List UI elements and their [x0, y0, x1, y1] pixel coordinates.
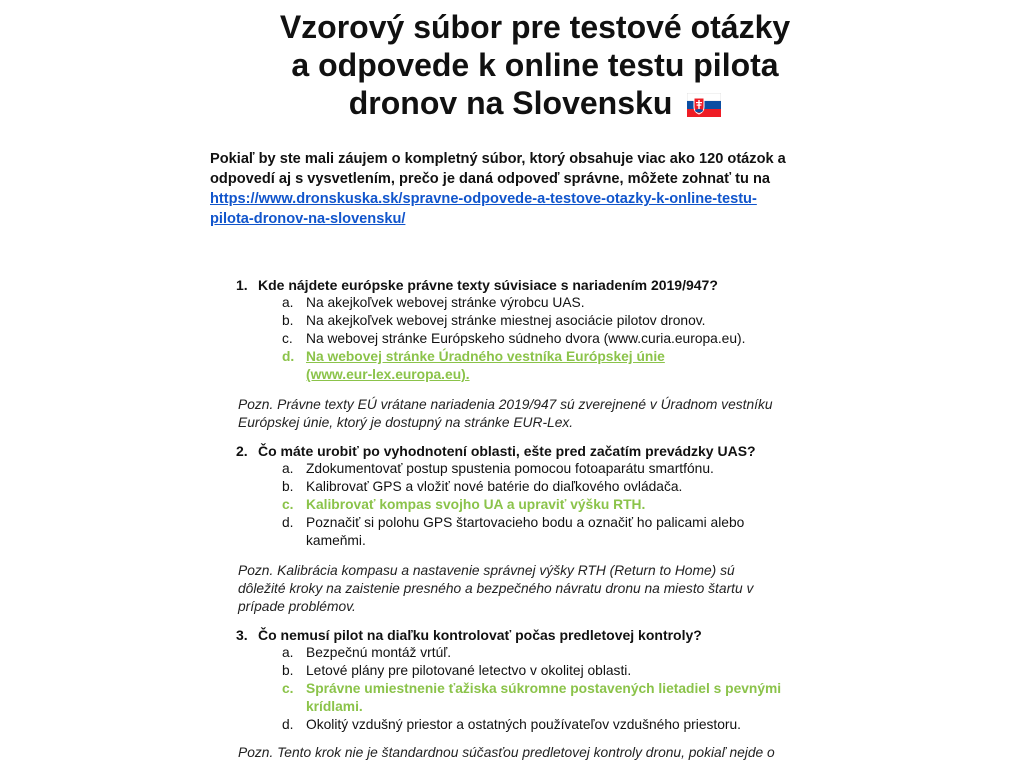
question-3-note: Pozn. Tento krok nie je štandardnou súčasťou predletovej kontroly dronu, pokiaľ nejde o	[238, 745, 775, 760]
option-a: a. Na akejkoľvek webovej stránke výrobcu UAS.	[282, 295, 585, 310]
option-d: d. Okolitý vzdušný priestor a ostatných používateľov vzdušného priestoru.	[282, 717, 742, 732]
option-b: b. Kalibrovať GPS a vložiť nové batérie do diaľkového ovládača.	[282, 479, 683, 494]
shop-link-line-1[interactable]: https://www.dronskuska.sk/spravne-odpovede-a-testove-otazky-k-online-testu-	[210, 191, 757, 207]
question-1-note: Pozn. Právne texty EÚ vrátane nariadenia 2019/947 sú zverejnené v Úradnom vestníku Európskej únie, ktorý je dostupný na stránke EUR-Lex.	[238, 397, 773, 430]
title-line-3: dronov na Slovensku	[348, 85, 673, 121]
option-a: a. Zdokumentovať postup spustenia pomocou fotoaparátu smartfónu.	[282, 461, 714, 476]
page-title	[240, 8, 830, 125]
question-number: 1.	[236, 277, 248, 293]
question-2-options	[282, 460, 822, 550]
option-a: a. Bezpečnú montáž vrtúľ.	[282, 645, 452, 660]
question-text: Kde nájdete európske právne texty súvisiace s nariadením 2019/947?	[258, 277, 718, 293]
question-text: Čo máte urobiť po vyhodnotení oblasti, ešte pred začatím prevádzky UAS?	[258, 443, 756, 459]
question-1	[236, 276, 718, 294]
option-c-correct: c. Kalibrovať kompas svojho UA a upraviť výšku RTH.	[282, 497, 646, 512]
option-b: b. Letové plány pre pilotované letectvo v okolitej oblasti.	[282, 663, 632, 678]
question-3	[236, 626, 702, 644]
title-line-1: Vzorový súbor pre testové otázky	[279, 9, 791, 45]
option-d: d. Poznačiť si polohu GPS štartovacieho bodu a označiť ho palicami alebo kameňmi.	[282, 515, 745, 548]
question-3-options	[282, 644, 822, 734]
shop-link-line-2[interactable]: pilota-dronov-na-slovensku/	[210, 211, 406, 227]
question-number: 2.	[236, 443, 248, 459]
question-number: 3.	[236, 627, 248, 643]
slovak-flag-icon	[687, 87, 721, 125]
question-1-options	[282, 294, 822, 384]
option-b: b. Na akejkoľvek webovej stránke miestnej asociácie pilotov dronov.	[282, 313, 706, 328]
intro-text: Pokiaľ by ste mali záujem o kompletný súbor, ktorý obsahuje viac ako 120 otázok a odpovedí aj s vysvetlením, prečo je daná odpoveď správne, môžete zohnať tu na	[210, 151, 786, 187]
shop-link[interactable]	[210, 191, 757, 227]
question-2-note: Pozn. Kalibrácia kompasu a nastavenie správnej výšky RTH (Return to Home) sú dôležité kroky na zaistenie presného a bezpečného návratu dronu na miesto štartu v prípade problémov.	[238, 563, 754, 614]
intro-paragraph	[210, 149, 820, 229]
title-line-2: a odpovede k online testu pilota	[291, 47, 779, 83]
option-c: c. Na webovej stránke Európskeho súdneho dvora (www.curia.europa.eu).	[282, 331, 746, 346]
question-2	[236, 442, 756, 460]
question-text: Čo nemusí pilot na diaľku kontrolovať počas predletovej kontroly?	[258, 627, 702, 643]
option-d-correct: d. Na webovej stránke Úradného vestníka Európskej únie (www.eur-lex.europa.eu).	[282, 349, 665, 382]
option-c-correct: c. Správne umiestnenie ťažiska súkromne postavených lietadiel s pevnými krídlami.	[282, 681, 782, 714]
